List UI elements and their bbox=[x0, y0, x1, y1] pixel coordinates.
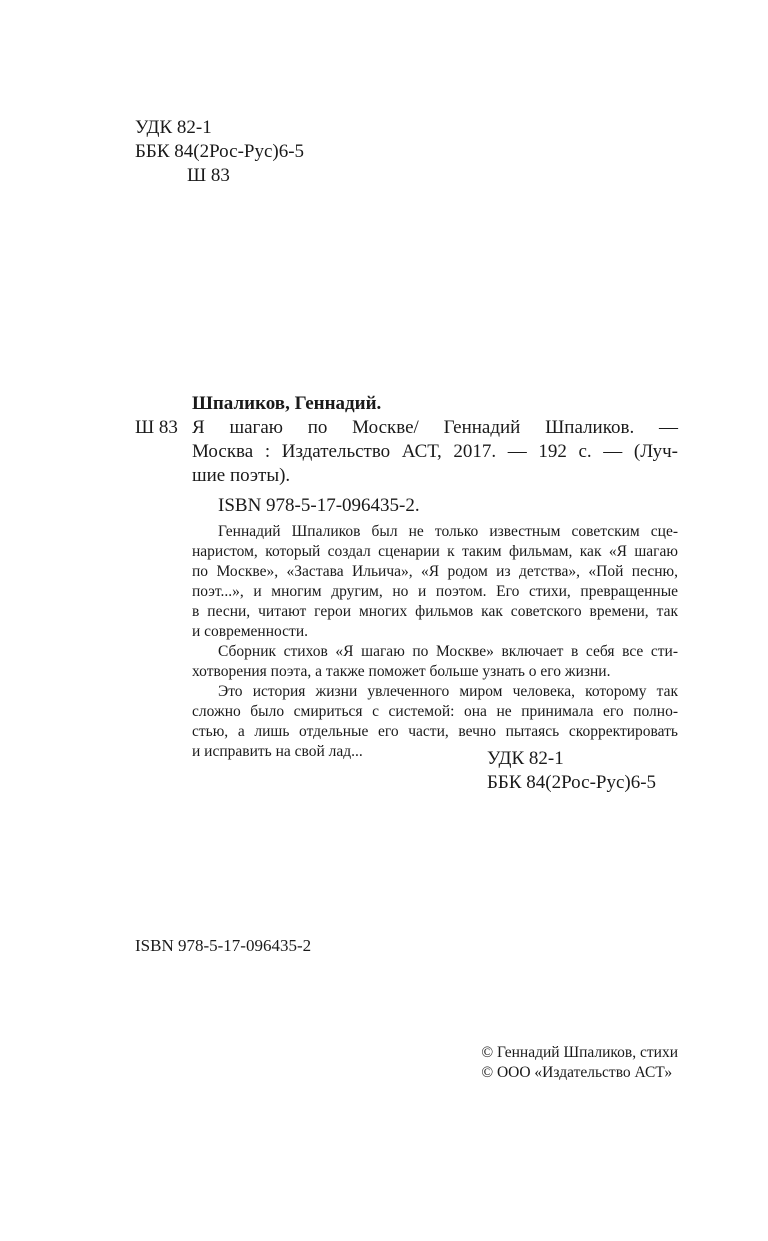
annotation-line: и исправить на свой лад... bbox=[192, 743, 363, 760]
entry-isbn: ISBN 978-5-17-096435-2. bbox=[218, 495, 420, 516]
udk-code: УДК 82-1 bbox=[487, 748, 564, 769]
bbk-code: ББК 84(2Рос-Рус)6-5 bbox=[135, 141, 305, 162]
annotation-line: хотворения поэта, а также поможет больше узнать о его жизни. bbox=[192, 663, 611, 680]
annotation-line: в песни, читают герои многих фильмов как советского времени, так bbox=[192, 603, 678, 620]
title-line: Я шагаю по Москве/ Геннадий Шпаликов. — bbox=[192, 417, 678, 438]
annotation-line: Сборник стихов «Я шагаю по Москве» включает в себя все сти- bbox=[218, 643, 678, 660]
copyright-author: © Геннадий Шпаликов, стихи bbox=[481, 1044, 678, 1061]
annotation-line: стью, а лишь отдельные его части, вечно пытаясь скорректировать bbox=[192, 723, 678, 740]
classification-block-right bbox=[487, 747, 656, 795]
entry-author-sign: Ш 83 bbox=[135, 417, 178, 438]
entry-title-block bbox=[192, 416, 678, 488]
author-sign: Ш 83 bbox=[187, 165, 230, 186]
annotation-text bbox=[192, 522, 678, 762]
annotation-line: и современности. bbox=[192, 623, 308, 640]
copyright-block bbox=[481, 1043, 678, 1083]
annotation-line: наристом, который создал сценарии к таким фильмам, как «Я шагаю bbox=[192, 543, 678, 560]
bbk-code: ББК 84(2Рос-Рус)6-5 bbox=[487, 772, 657, 793]
annotation-line: Это история жизни увлеченного миром человека, которому так bbox=[218, 683, 678, 700]
classification-block bbox=[135, 116, 304, 188]
title-line: шие поэты). bbox=[192, 465, 291, 486]
isbn-bottom: ISBN 978-5-17-096435-2 bbox=[135, 936, 312, 955]
entry-author: Шпаликов, Геннадий. bbox=[192, 393, 382, 414]
annotation-line: поэт...», и многим другим, но и поэтом. Его стихи, превращенные bbox=[192, 583, 678, 600]
annotation-line: Геннадий Шпаликов был не только известным советским сце- bbox=[218, 523, 678, 540]
copyright-publisher: © ООО «Издательство АСТ» bbox=[481, 1064, 673, 1081]
annotation-line: сложно было смириться с системой: она не принимала его полно- bbox=[192, 703, 678, 720]
title-line: Москва : Издательство АСТ, 2017. — 192 с. — (Луч- bbox=[192, 441, 678, 462]
udk-code: УДК 82-1 bbox=[135, 117, 212, 138]
annotation-line: по Москве», «Застава Ильича», «Я родом из детства», «Пой песню, bbox=[192, 563, 678, 580]
